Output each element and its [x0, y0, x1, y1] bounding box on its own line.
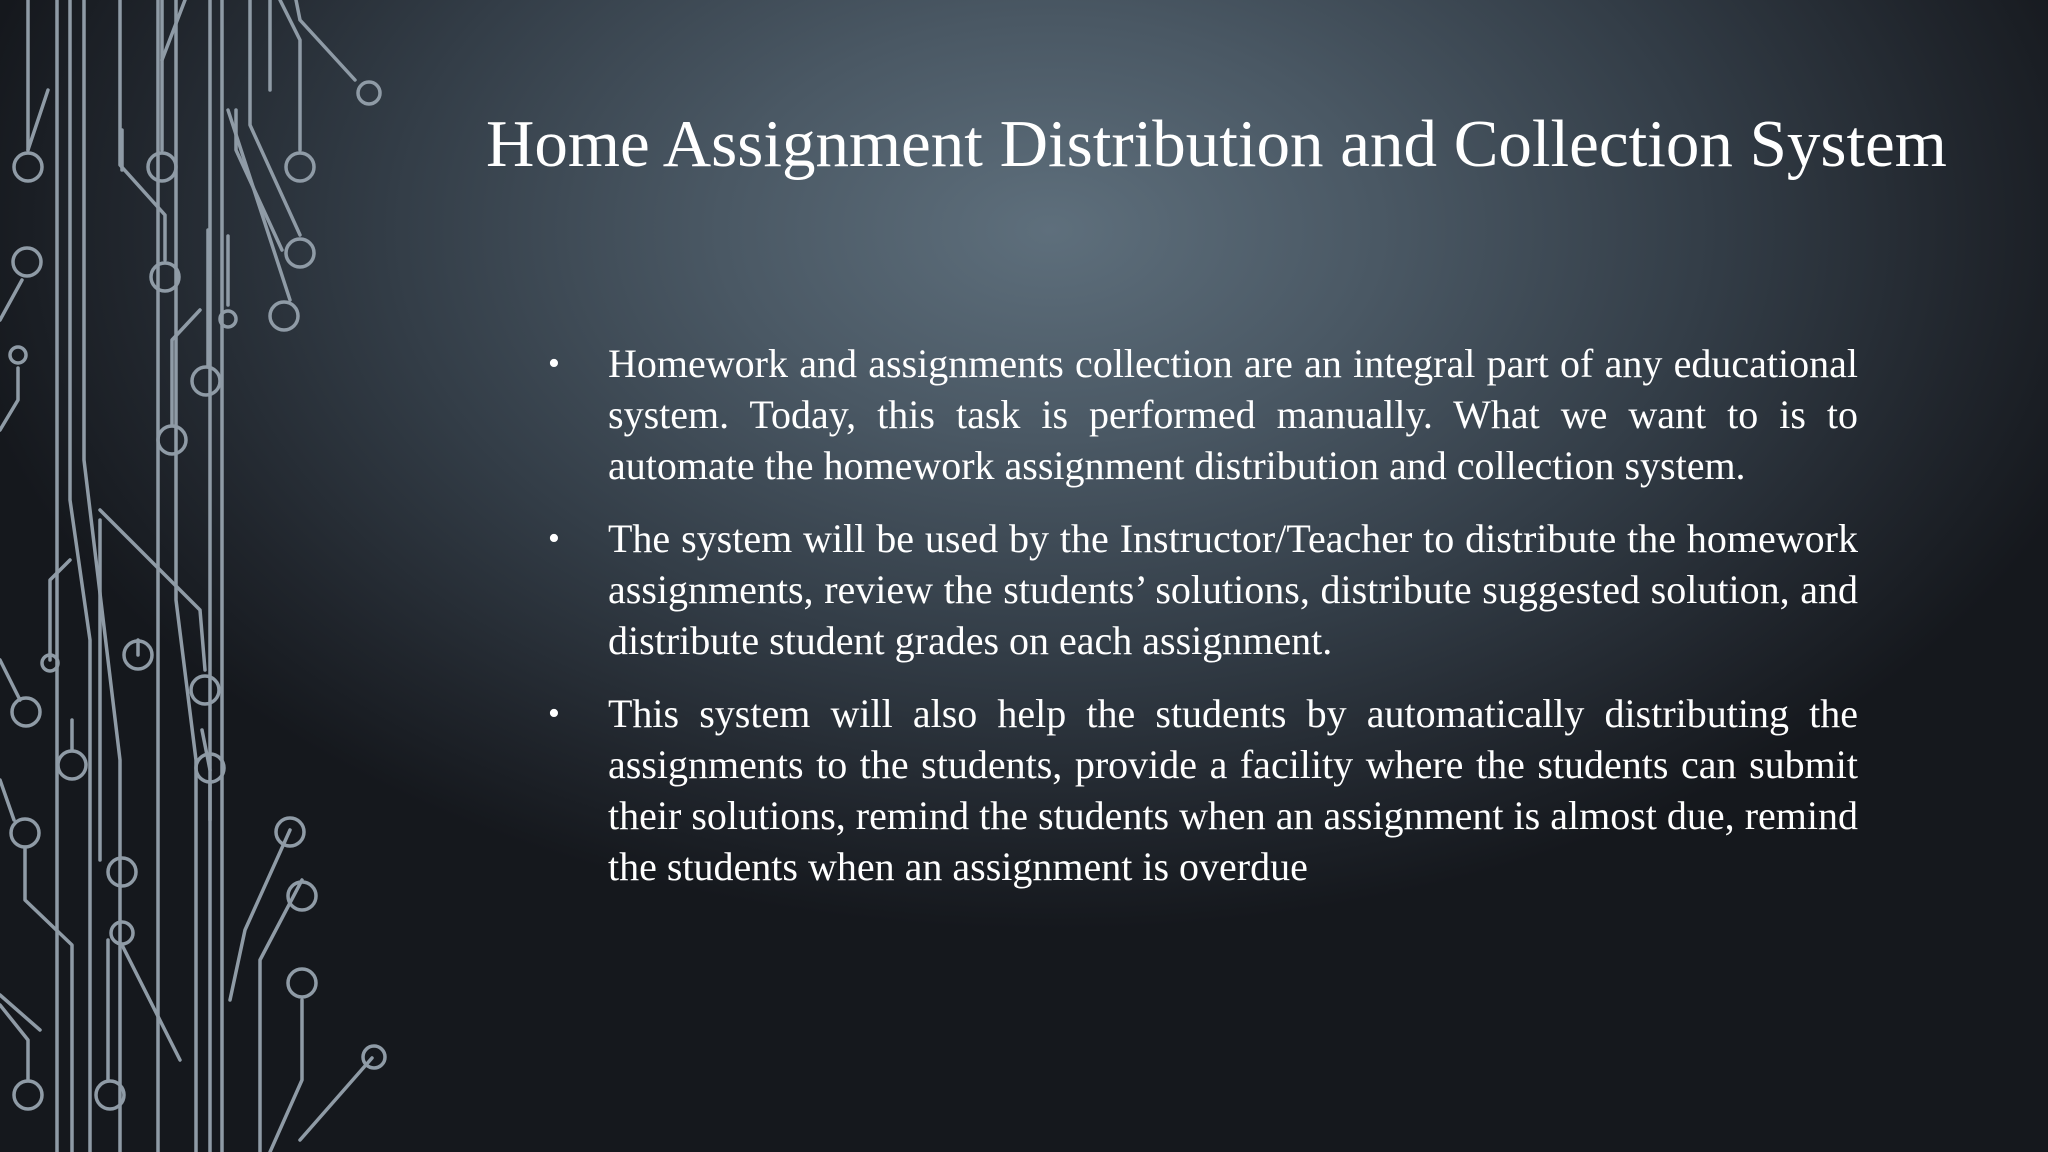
- bullet-dot-icon: •: [548, 695, 560, 732]
- slide-title: Home Assignment Distribution and Collection System: [486, 107, 1947, 181]
- bullet-text: Homework and assignments collection are an integral part of any educational system. Today, this task is performed manually. What we want to is to automate the homework assignment distribution and collection system.: [608, 341, 1858, 488]
- bullet-item: [548, 688, 1858, 892]
- bullet-list: [548, 338, 1858, 914]
- bullet-text: This system will also help the students by automatically distributing the assignments to the students, provide a facility where the students can submit their solutions, remind the students when an assignment is almost due, remind the students when an assignment is overdue: [608, 691, 1858, 889]
- bullet-item: [548, 513, 1858, 666]
- bullet-item: [548, 338, 1858, 491]
- bullet-dot-icon: •: [548, 345, 560, 382]
- circuit-board-icon: [0, 0, 420, 1152]
- bullet-text: The system will be used by the Instructor/Teacher to distribute the homework assignments, review the students’ solutions, distribute suggested solution, and distribute student grades on each assignment.: [608, 516, 1858, 663]
- bullet-dot-icon: •: [548, 520, 560, 557]
